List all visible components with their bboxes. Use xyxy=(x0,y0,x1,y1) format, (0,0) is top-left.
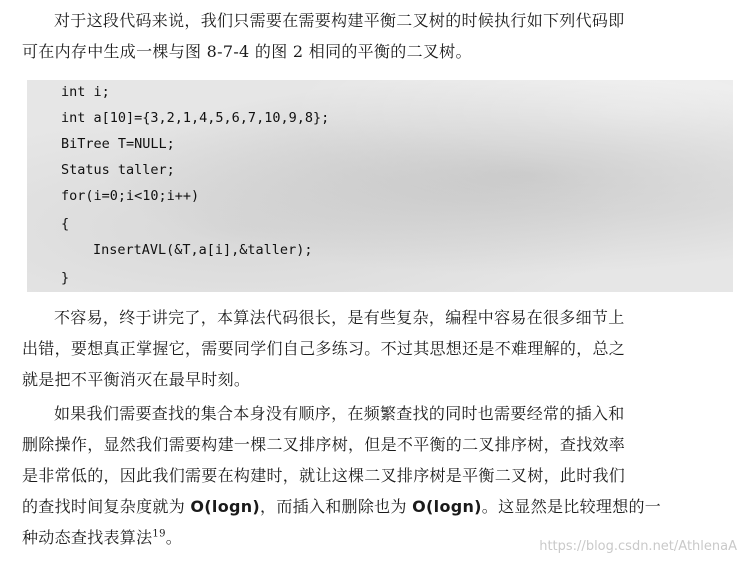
intro-line-2: 可在内存中生成一棵与图 8-7-4 的图 2 相同的平衡的二叉树。 xyxy=(22,42,472,61)
code-block xyxy=(27,80,733,292)
code-line-8: } xyxy=(61,270,70,286)
footnote-marker: 19 xyxy=(152,528,166,540)
conclusion-line-3: 是非常低的，因此我们需要在构建时，就让这棵二叉排序树是平衡二叉树，此时我们 xyxy=(22,466,626,485)
conclusion-line-5-end: 。 xyxy=(165,528,183,547)
code-line-5: for(i=0;i<10;i++) xyxy=(61,188,200,204)
conclusion-line-1: 如果我们需要查找的集合本身没有顺序，在频繁查找的同时也需要经常的插入和 xyxy=(54,404,625,423)
code-line-4: Status taller; xyxy=(61,162,175,178)
code-line-6: { xyxy=(61,216,70,232)
code-line-2: int a[10]={3,2,1,4,5,6,7,10,9,8}; xyxy=(61,110,330,126)
summary-line-3: 就是把不平衡消灭在最早时刻。 xyxy=(22,370,251,389)
intro-paragraph xyxy=(22,5,734,67)
code-line-7: InsertAVL(&T,a[i],&taller); xyxy=(93,242,313,258)
conclusion-line-4-part-1: 的查找时间复杂度就为 xyxy=(22,497,191,516)
intro-line-1: 对于这段代码来说，我们只需要在需要构建平衡二叉树的时候执行如下列代码即 xyxy=(54,11,625,30)
summary-paragraph xyxy=(22,302,734,395)
conclusion-line-5-text: 种动态查找表算法 xyxy=(22,528,153,547)
complexity-formula: O(logn) xyxy=(190,497,261,516)
code-line-1: int i; xyxy=(61,84,110,100)
summary-line-1: 不容易，终于讲完了，本算法代码很长，是有些复杂，编程中容易在很多细节上 xyxy=(54,308,625,327)
conclusion-line-4-part-2: ，而插入和删除也为 xyxy=(260,497,413,516)
conclusion-line-4 xyxy=(22,491,734,522)
code-line-3: BiTree T=NULL; xyxy=(61,136,175,152)
watermark: https://blog.csdn.net/AthlenaA xyxy=(539,539,737,554)
conclusion-line-4-part-3: 。这显然是比较理想的一 xyxy=(481,497,662,516)
conclusion-paragraph xyxy=(22,398,734,553)
summary-line-2: 出错，要想真正掌握它，需要同学们自己多练习。不过其思想还是不难理解的，总之 xyxy=(22,339,626,358)
complexity-formula: O(logn) xyxy=(412,497,482,516)
conclusion-line-2: 删除操作，显然我们需要构建一棵二叉排序树，但是不平衡的二叉排序树，查找效率 xyxy=(22,435,626,454)
